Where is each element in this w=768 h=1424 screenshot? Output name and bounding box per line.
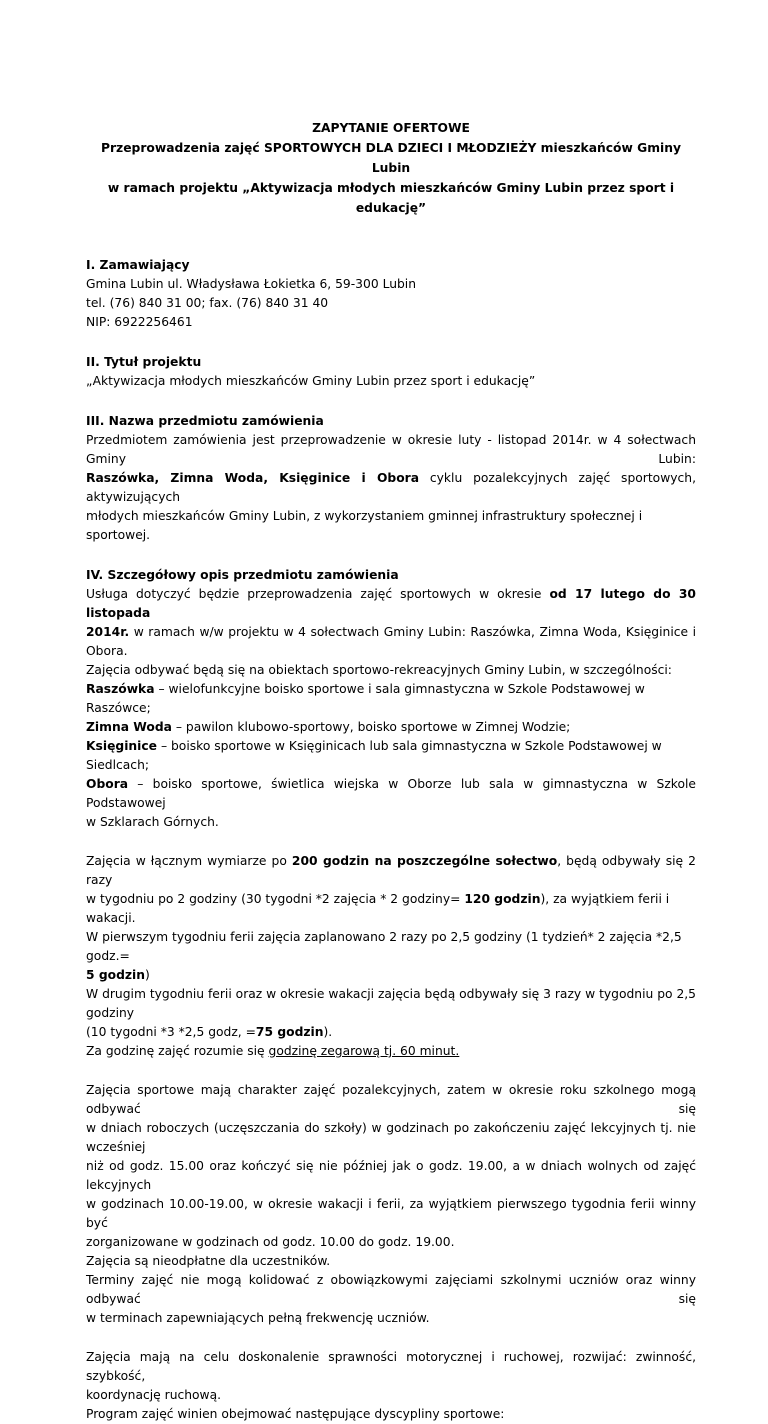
paragraph-line: w Szklarach Górnych.	[86, 815, 219, 829]
paragraph-line: Program zajęć winien obejmować następujące dyscypliny sportowe:	[86, 1407, 505, 1421]
paragraph-line: Raszówka, Zimna Woda, Księginice i Obora cyklu pozalekcyjnych zajęć sportowych, aktywizujących	[86, 471, 696, 504]
location-item: Zimna Woda – pawilon klubowo-sportowy, boisko sportowe w Zimnej Wodzie;	[86, 720, 571, 734]
section-heading: II. Tytuł projektu	[86, 355, 202, 369]
phone-line: tel. (76) 840 31 00; fax. (76) 840 31 40	[86, 296, 329, 310]
section-project-title	[86, 353, 696, 391]
title-line-2: Przeprowadzenia zajęć SPORTOWYCH DLA DZIECI I MŁODZIEŻY mieszkańców Gminy Lubin	[100, 141, 682, 175]
document-page	[86, 118, 696, 1424]
title-line-1: ZAPYTANIE OFERTOWE	[312, 121, 470, 135]
location-item: Raszówka – wielofunkcyjne boisko sportowe i sala gimnastyczna w Szkole Podstawowej w Raszówce;	[86, 682, 645, 715]
paragraph-line: (10 tygodni *3 *2,5 godz, =75 godzin).	[86, 1025, 333, 1039]
section-detailed-description	[86, 566, 696, 1424]
paragraph-line: W pierwszym tygodniu ferii zajęcia zaplanowano 2 razy po 2,5 godziny (1 tydzień* 2 zajęcia *2,5 godz.=	[86, 930, 682, 963]
title-line-3: w ramach projektu „Aktywizacja młodych mieszkańców Gminy Lubin przez sport i edukację”	[107, 181, 675, 215]
paragraph-line: 5 godzin)	[86, 968, 150, 982]
underlined-definition: godzinę zegarową tj. 60 minut.	[268, 1044, 460, 1058]
paragraph-line: Zajęcia odbywać będą się na obiektach sportowo-rekreacyjnych Gminy Lubin, w szczególności:	[86, 663, 672, 677]
section-order-name	[86, 412, 696, 545]
period-bold: od 17 lutego do 30 listopada	[86, 587, 696, 620]
paragraph-line: 2014r. w ramach w/w projektu w 4 sołectwach Gminy Lubin: Raszówka, Zimna Woda, Księginice i Obora.	[86, 625, 696, 658]
paragraph-line: W drugim tygodniu ferii oraz w okresie wakacji zajęcia będą odbywały się 3 razy w tygodniu po 2,5 godziny	[86, 987, 697, 1020]
paragraph-line: młodych mieszkańców Gminy Lubin, z wykorzystaniem gminnej infrastruktury społecznej i sportowej.	[86, 509, 643, 542]
section-heading: I. Zamawiający	[86, 258, 190, 272]
paragraph-line: w tygodniu po 2 godziny (30 tygodni *2 zajęcia * 2 godziny= 120 godzin), za wyjątkiem ferii i wakacji.	[86, 892, 670, 925]
nip-line: NIP: 6922256461	[86, 315, 193, 329]
paragraph-line: w terminach zapewniających pełną frekwencję uczniów.	[86, 1311, 430, 1325]
paragraph-line: Zajęcia są nieodpłatne dla uczestników.	[86, 1254, 331, 1268]
paragraph-line: Za godzinę zajęć rozumie się godzinę zegarową tj. 60 minut.	[86, 1044, 460, 1058]
address-line: Gmina Lubin ul. Władysława Łokietka 6, 59-300 Lubin	[86, 277, 417, 291]
section-heading: IV. Szczegółowy opis przedmiotu zamówienia	[86, 568, 399, 582]
paragraph-line: Terminy zajęć nie mogą kolidować z obowiązkowymi zajęciami szkolnymi uczniów oraz winny odbywać się	[86, 1273, 696, 1306]
paragraph-line: zorganizowane w godzinach od godz. 10.00 do godz. 19.00.	[86, 1235, 455, 1249]
section-contracting-authority	[86, 256, 696, 332]
paragraph-line: niż od godz. 15.00 oraz kończyć się nie później jak o godz. 19.00, a w dniach wolnych od zajęć lekcyjnych	[86, 1159, 696, 1192]
section-heading: III. Nazwa przedmiotu zamówienia	[86, 414, 324, 428]
paragraph-line: Usługa dotyczyć będzie przeprowadzenia zajęć sportowych w okresie od 17 lutego do 30 listopada	[86, 587, 696, 620]
paragraph-line: Zajęcia w łącznym wymiarze po 200 godzin na poszczególne sołectwo, będą odbywały się 2 razy	[86, 854, 696, 887]
paragraph-line: Zajęcia sportowe mają charakter zajęć pozalekcyjnych, zatem w okresie roku szkolnego mogą odbywać się	[86, 1083, 696, 1116]
document-title	[86, 118, 696, 218]
paragraph-line: Zajęcia mają na celu doskonalenie sprawności motorycznej i ruchowej, rozwijać: zwinność, szybkość,	[86, 1350, 696, 1383]
paragraph-line: Przedmiotem zamówienia jest przeprowadzenie w okresie luty - listopad 2014r. w 4 sołectwach Gminy Lubin:	[86, 433, 696, 466]
location-item: Obora – boisko sportowe, świetlica wiejska w Oborze lub sala w gimnastyczna w Szkole Podstawowej	[86, 777, 696, 810]
paragraph-line: koordynację ruchową.	[86, 1388, 222, 1402]
paragraph-line: w dniach roboczych (uczęszczania do szkoły) w godzinach po zakończeniu zajęć lekcyjnych tj. nie wcześniej	[86, 1121, 696, 1154]
locations-bold: Raszówka, Zimna Woda, Księginice i Obora	[86, 471, 420, 485]
location-item: Księginice – boisko sportowe w Księginicach lub sala gimnastyczna w Szkole Podstawowej w Siedlcach;	[86, 739, 662, 772]
project-title-text: „Aktywizacja młodych mieszkańców Gminy Lubin przez sport i edukację”	[86, 374, 536, 388]
paragraph-line: w godzinach 10.00-19.00, w okresie wakacji i ferii, za wyjątkiem pierwszego tygodnia ferii winny być	[86, 1197, 696, 1230]
